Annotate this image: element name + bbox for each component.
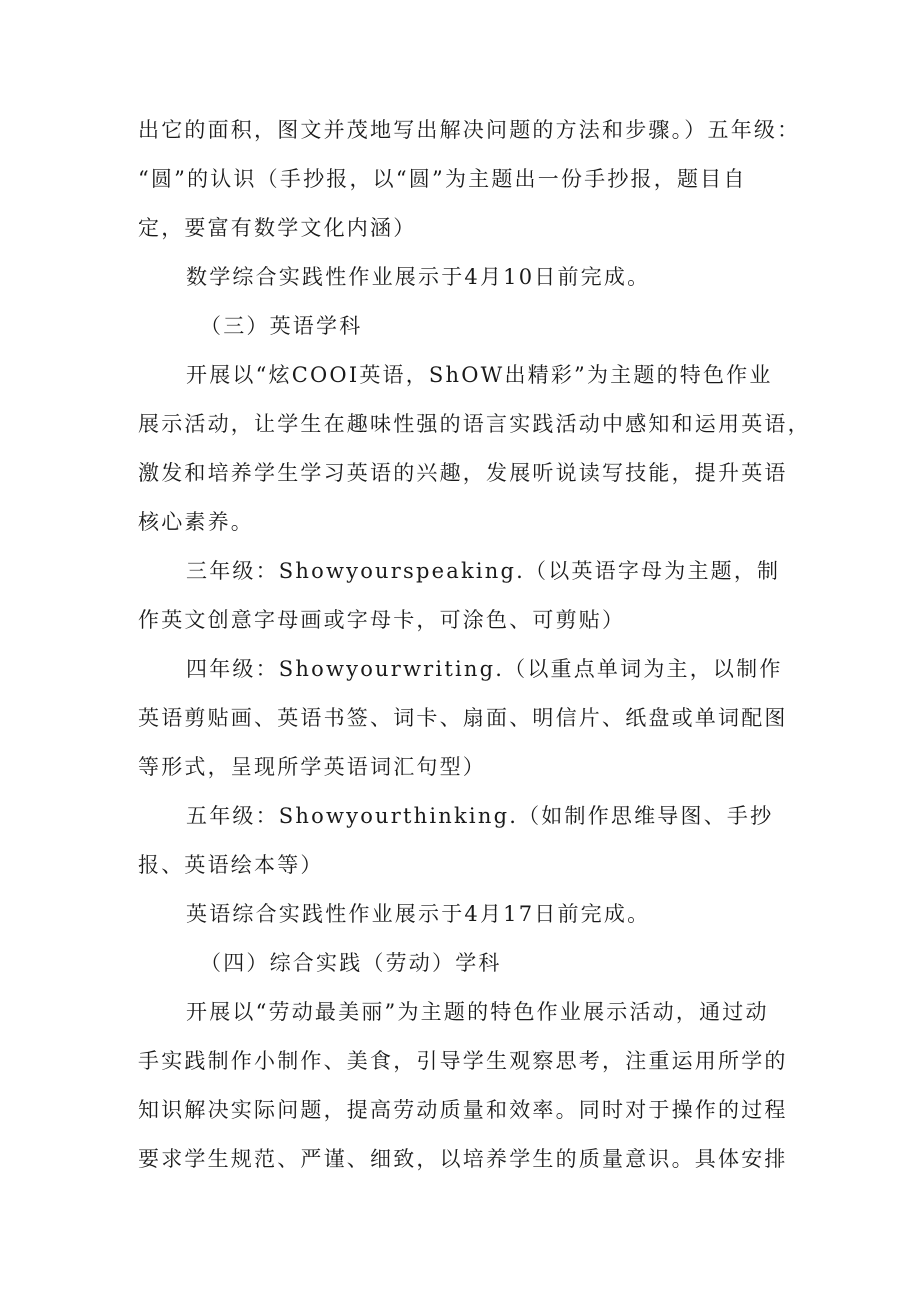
body-text-line: 核心素养。 — [138, 510, 254, 534]
section-heading-practice: （四）综合实践（劳动）学科 — [200, 951, 502, 975]
body-text-line: 作英文创意字母画或字母卡，可涂色、可剪贴） — [138, 608, 626, 632]
body-text-line: 等形式，呈现所学英语词汇句型） — [138, 755, 486, 779]
body-text-line: 五年级：Showyourthinking.（如制作思维导图、手抄 — [186, 804, 774, 828]
body-text-line: 出它的面积，图文并茂地写出解决问题的方法和步骤。）五年级： — [138, 118, 801, 142]
body-text-line: 定，要富有数学文化内涵） — [138, 216, 417, 240]
body-text-line: 手实践制作小制作、美食，引导学生观察思考，注重运用所学的 — [138, 1049, 788, 1073]
body-text-line: 报、英语绘本等） — [138, 853, 324, 877]
body-text-line: 开展以“劳动最美丽”为主题的特色作业展示活动，通过动 — [186, 1000, 769, 1024]
body-text-line: 四年级：Showyourwriting.（以重点单词为主，以制作 — [186, 657, 783, 681]
section-heading-english: （三）英语学科 — [200, 314, 363, 338]
body-text-line: 开展以“炫COOI英语，ShOW出精彩”为主题的特色作业 — [186, 363, 773, 387]
body-text-line: 要求学生规范、严谨、细致，以培养学生的质量意识。具体安排 — [138, 1147, 788, 1171]
body-text-line: 数学综合实践性作业展示于4月10日前完成。 — [186, 265, 651, 289]
body-text-line: 激发和培养学生学习英语的兴趣，发展听说读写技能，提升英语 — [138, 461, 788, 485]
body-text-line: 知识解决实际问题，提高劳动质量和效率。同时对于操作的过程 — [138, 1098, 788, 1122]
body-text-line: 英语综合实践性作业展示于4月17日前完成。 — [186, 902, 651, 926]
body-text-line: 三年级：Showyourspeaking.（以英语字母为主题，制 — [186, 559, 781, 583]
body-text-line: 展示活动，让学生在趣味性强的语言实践活动中感知和运用英语， — [138, 412, 811, 436]
body-text-line: 英语剪贴画、英语书签、词卡、扇面、明信片、纸盘或单词配图 — [138, 706, 788, 730]
body-text-line: “圆”的认识（手抄报，以“圆”为主题出一份手抄报，题目自 — [138, 167, 747, 191]
